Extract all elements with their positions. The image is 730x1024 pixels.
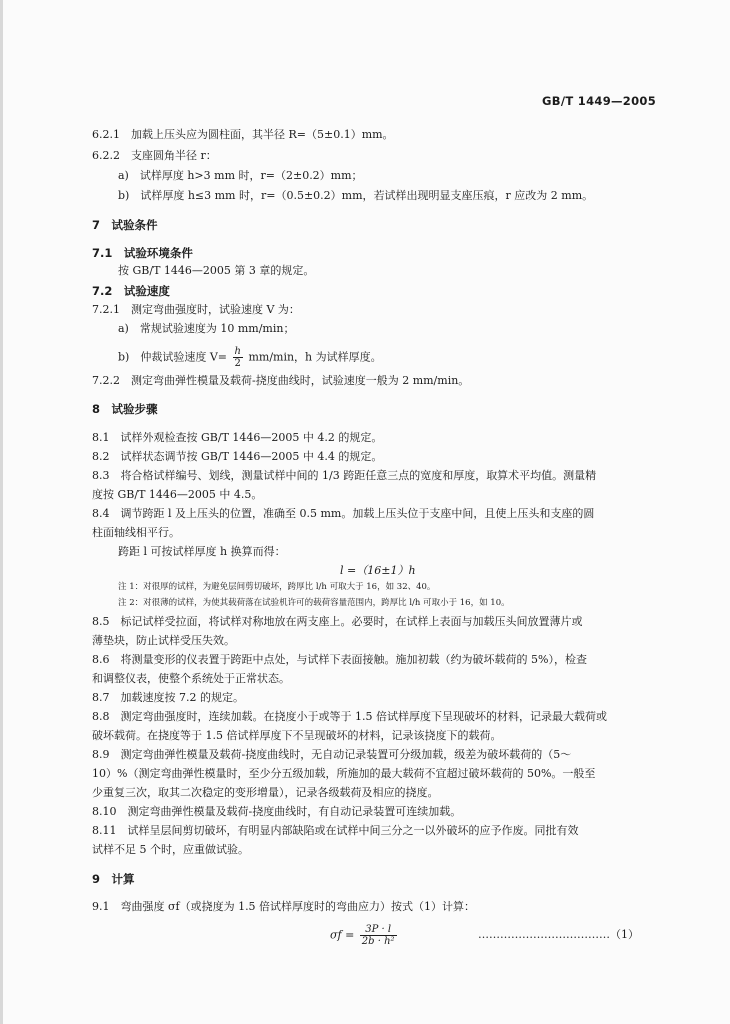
clause-7-2-2: 7.2.2 测定弯曲弹性模量及载荷-挠度曲线时，试验速度一般为 2 mm/min。 — [92, 374, 470, 387]
clause-8-3-line1: 8.3 将合格试样编号、划线，测量试样中间的 1/3 跨距任意三点的宽度和厚度，取算术平均值。测量精 — [92, 469, 597, 482]
clause-8-7: 8.7 加载速度按 7.2 的规定。 — [92, 691, 244, 704]
clause-8-3-line2: 度按 GB/T 1446—2005 中 4.5。 — [92, 488, 263, 501]
clause-9-1: 9.1 弯曲强度 σf（或挠度为 1.5 倍试样厚度时的弯曲应力）按式（1）计算： — [92, 900, 476, 913]
clause-7-1-text: 按 GB/T 1446—2005 第 3 章的规定。 — [118, 264, 315, 277]
stress-fraction-den: 2b · h² — [361, 936, 395, 947]
speed-fraction-num: h — [234, 346, 241, 357]
section-9-heading: 9 计算 — [92, 872, 135, 886]
clause-7-2-1-a: a) 常规试验速度为 10 mm/min； — [118, 322, 295, 335]
clause-8-9-line1: 8.9 测定弯曲弹性模量及载荷-挠度曲线时，无自动记录装置可分级加载，级差为破坏载荷的（5～ — [92, 748, 572, 761]
clause-6-2-2-a: a) 试样厚度 h>3 mm 时，r=（2±0.2）mm； — [118, 169, 363, 182]
clause-8-9-line3: 少重复三次，取其二次稳定的变形增量），记录各级载荷及相应的挠度。 — [92, 786, 439, 799]
clause-8-11-line1: 8.11 试样呈层间剪切破坏，有明显内部缺陷或在试样中间三分之一以外破坏的应予作废。同批有效 — [92, 824, 579, 837]
section-8-heading: 8 试验步骤 — [92, 402, 158, 416]
clause-8-8-line2: 破坏载荷。在挠度等于 1.5 倍试样厚度下不呈现破坏的材料，记录该挠度下的载荷。 — [92, 729, 502, 742]
section-7-1-heading: 7.1 试验环境条件 — [92, 246, 193, 260]
stress-fraction-num: 3P · l — [360, 924, 397, 936]
speed-unit: mm/min，h 为试样厚度。 — [248, 350, 382, 364]
clause-6-2-1: 6.2.1 加载上压头应为圆柱面，其半径 R=（5±0.1）mm。 — [92, 128, 394, 141]
section-7-heading: 7 试验条件 — [92, 218, 158, 232]
clause-8-6-line1: 8.6 将测量变形的仪表置于跨距中点处，与试样下表面接触。施加初载（约为破坏载荷的 5%），检查 — [92, 653, 587, 666]
scan-edge — [0, 0, 3, 1024]
clause-8-11-line2: 试样不足 5 个时，应重做试验。 — [92, 843, 249, 856]
clause-8-2: 8.2 试样状态调节按 GB/T 1446—2005 中 4.4 的规定。 — [92, 450, 383, 463]
span-formula: l =（16±1）h — [340, 564, 416, 577]
clause-8-5-line2: 薄垫块，防止试样受压失效。 — [92, 634, 235, 647]
speed-fraction — [233, 346, 243, 369]
clause-8-10: 8.10 测定弯曲弹性模量及载荷-挠度曲线时，有自动记录装置可连续加载。 — [92, 805, 462, 818]
clause-8-5-line1: 8.5 标记试样受拉面，将试样对称地放在两支座上。必要时，在试样上表面与加载压头间放置薄片或 — [92, 615, 583, 628]
clause-6-2-2-b: b) 试样厚度 h≤3 mm 时，r=（0.5±0.2）mm，若试样出现明显支座压痕，r 应改为 2 mm。 — [118, 189, 594, 202]
clause-8-1: 8.1 试样外观检查按 GB/T 1446—2005 中 4.2 的规定。 — [92, 431, 383, 444]
note-1: 注 1：对很厚的试样，为避免层间剪切破坏，跨厚比 l/h 可取大于 16，如 32、40。 — [118, 582, 436, 592]
clause-8-6-line2: 和调整仪表，使整个系统处于正常状态。 — [92, 672, 290, 685]
formula-1-number: ………………………………（1） — [478, 928, 639, 941]
clause-8-4-line1: 8.4 调节跨距 l 及上压头的位置，准确至 0.5 mm。加载上压头位于支座中间，且使上压头和支座的圆 — [92, 507, 595, 520]
clause-8-9-line2: 10）%（测定弯曲弹性模量时，至少分五级加载，所施加的最大载荷不宜超过破坏载荷的 50%。一般至 — [92, 767, 596, 780]
clause-7-2-1: 7.2.1 测定弯曲强度时，试验速度 V 为： — [92, 303, 300, 316]
section-7-2-heading: 7.2 试验速度 — [92, 284, 170, 298]
stress-symbol: σf = — [330, 928, 355, 942]
clause-8-4-line2: 柱面轴线相平行。 — [92, 526, 180, 539]
clause-7-2-1-b — [118, 346, 382, 369]
speed-label: b) 仲裁试验速度 V= — [118, 350, 227, 364]
clause-8-4-span: 跨距 l 可按试样厚度 h 换算而得： — [118, 545, 286, 558]
clause-6-2-2: 6.2.2 支座圆角半径 r： — [92, 149, 217, 162]
clause-8-8-line1: 8.8 测定弯曲强度时，连续加载。在挠度小于或等于 1.5 倍试样厚度下呈现破坏的材料，记录最大载荷或 — [92, 710, 607, 723]
speed-fraction-den: 2 — [234, 358, 241, 369]
formula-1 — [330, 924, 399, 947]
note-2: 注 2：对很薄的试样，为使其载荷落在试验机许可的载荷容量范围内，跨厚比 l/h 可取小于 16，如 10。 — [118, 598, 510, 608]
standard-code: GB/T 1449—2005 — [542, 94, 656, 108]
stress-fraction — [360, 924, 397, 947]
